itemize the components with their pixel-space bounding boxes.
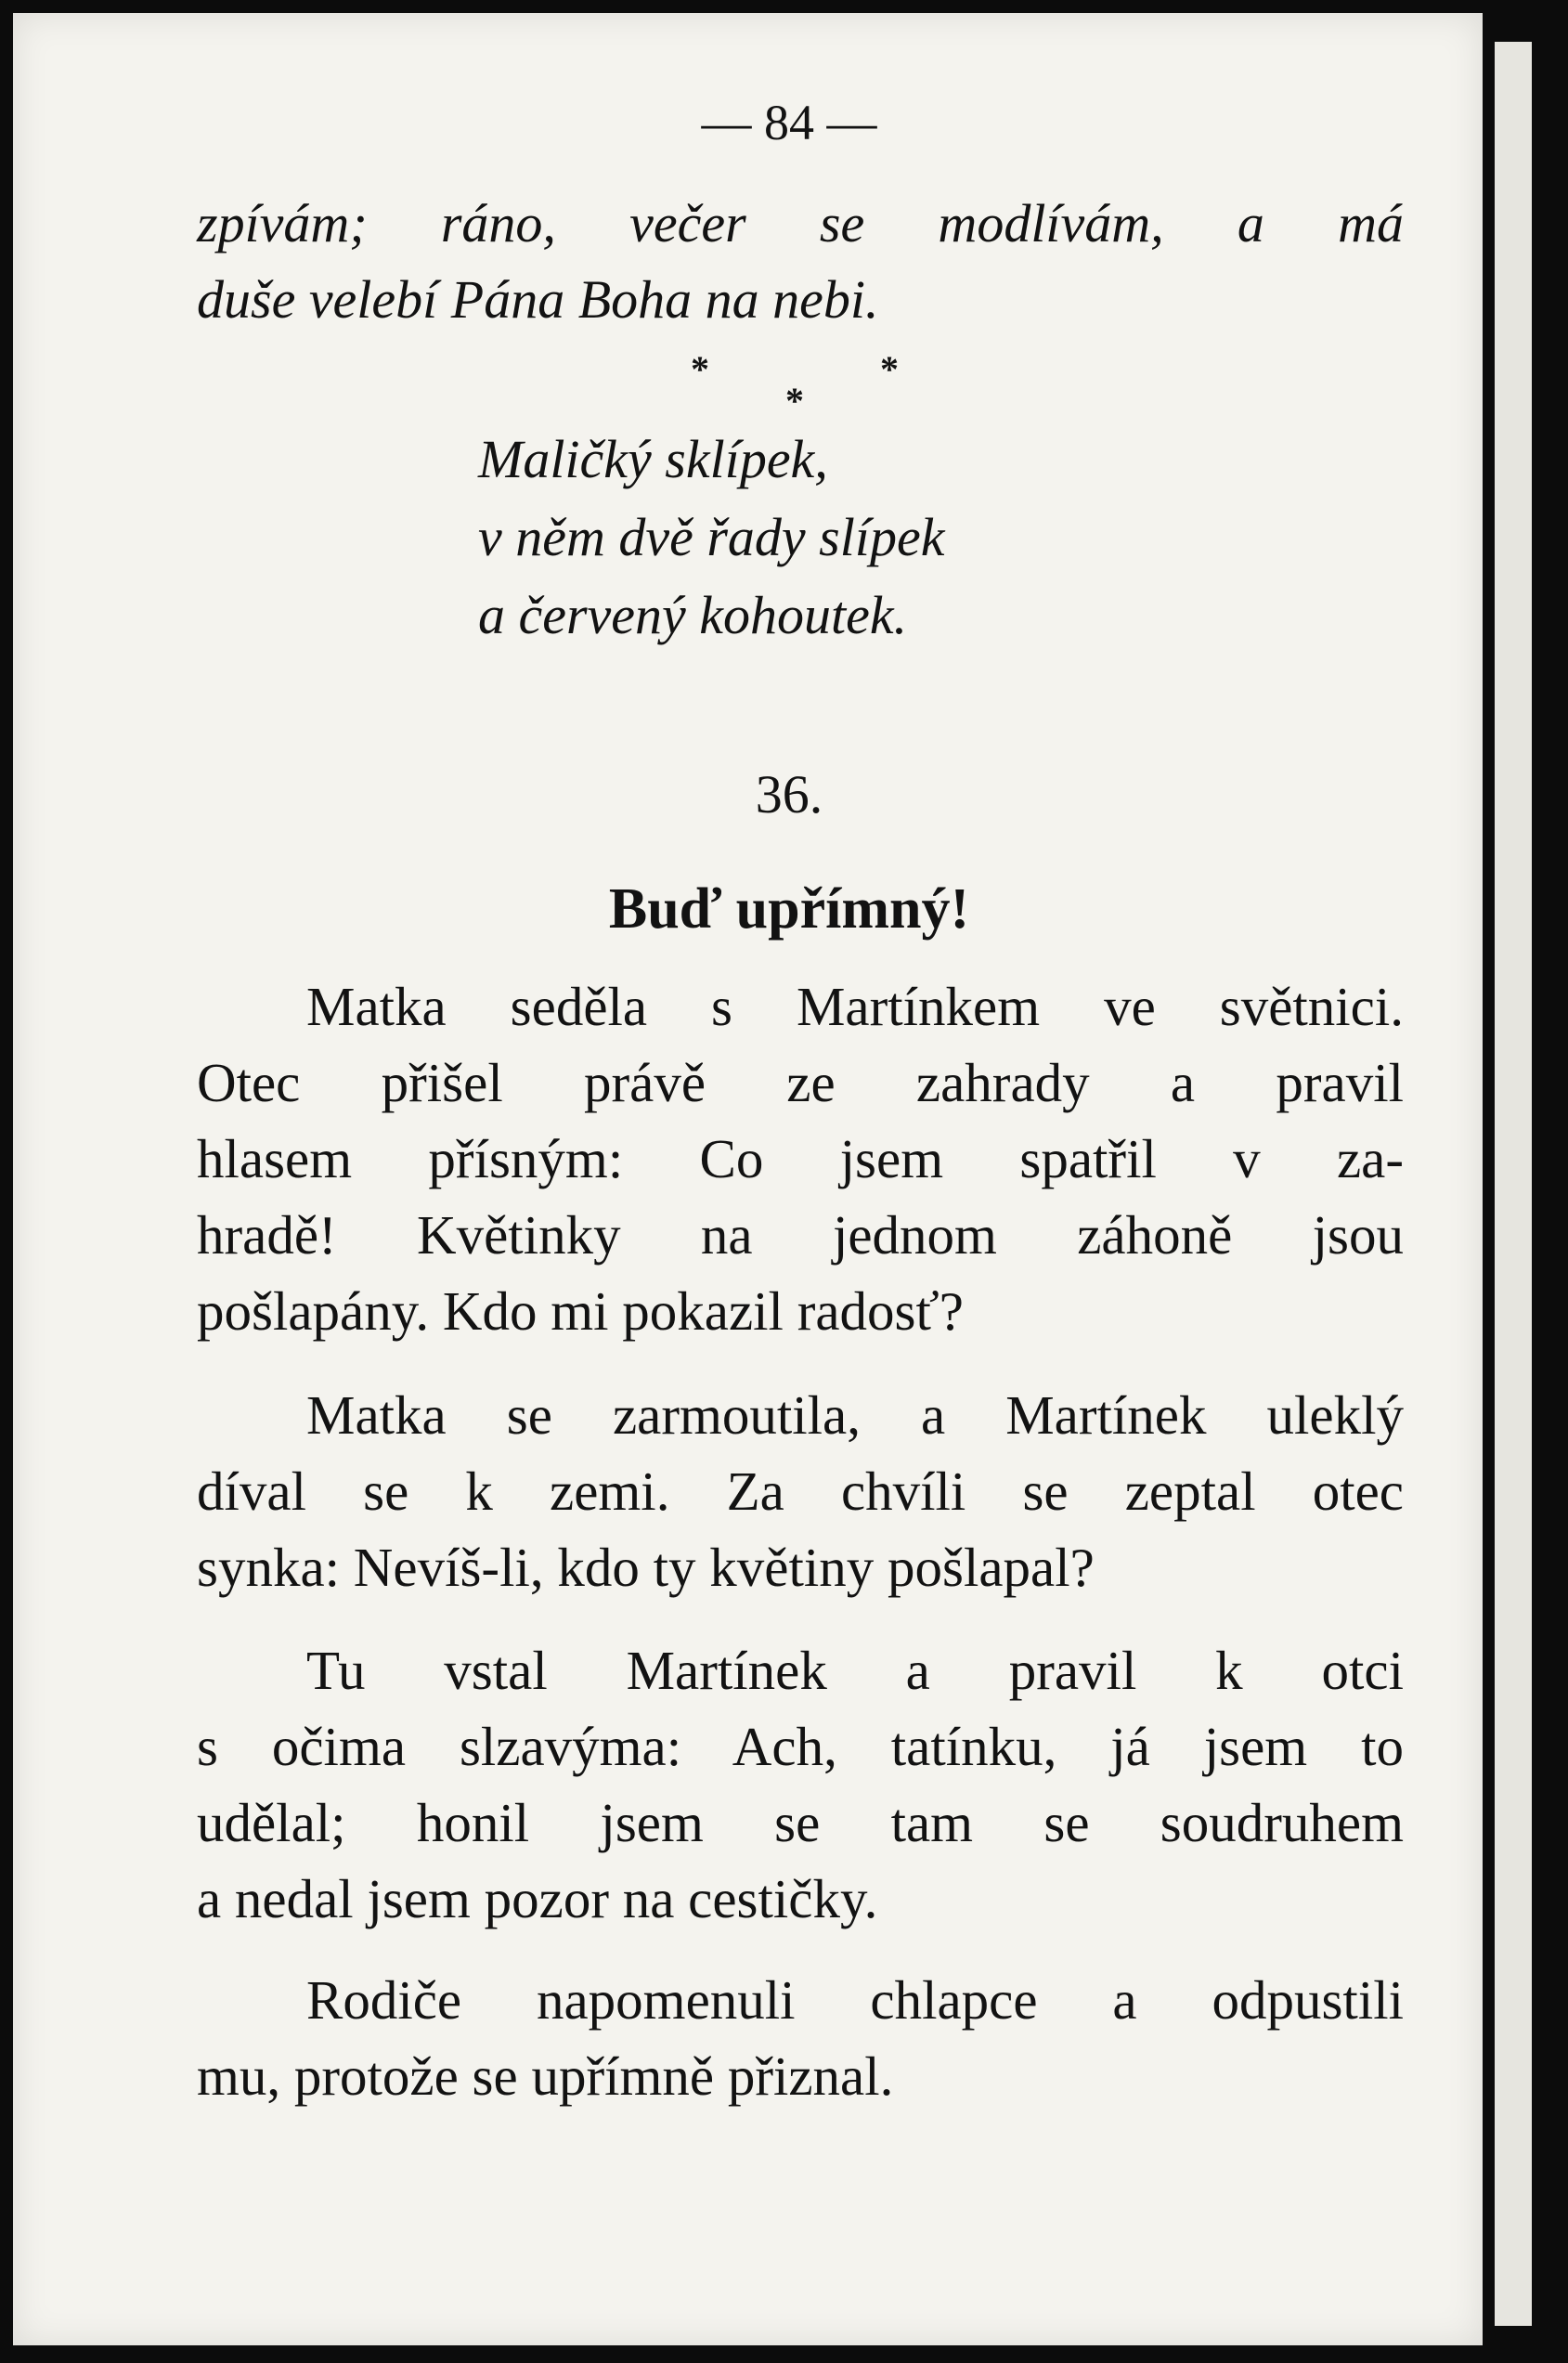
paragraph-line: mu, protože se upřímně přiznal. xyxy=(197,2045,894,2107)
paragraph-line: udělal; honil jsem se tam se soudruhem xyxy=(197,1792,1404,1853)
separator-star: * xyxy=(691,348,709,390)
page-number: — 84 — xyxy=(701,95,877,150)
section-number: 36. xyxy=(755,764,823,824)
riddle-line: v něm dvě řady slípek xyxy=(478,507,945,567)
separator-star: * xyxy=(785,380,804,422)
paragraph-line: hlasem přísným: Co jsem spatřil v za- xyxy=(197,1128,1404,1189)
paragraph-line: synka: Nevíš-li, kdo ty květiny pošlapal? xyxy=(197,1537,1095,1598)
riddle-line: a červený kohoutek. xyxy=(478,585,908,645)
paragraph-line: hradě! Květinky na jednom záhoně jsou xyxy=(197,1204,1404,1266)
paragraph-line: Matka seděla s Martínkem ve světnici. xyxy=(306,976,1404,1037)
paragraph-line: Otec přišel právě ze zahrady a pravil xyxy=(197,1052,1404,1113)
section-title: Buď upřímný! xyxy=(608,877,970,941)
adjacent-page-edge xyxy=(1495,42,1532,2326)
intro-line: duše velebí Pána Boha na nebi. xyxy=(197,269,879,330)
paragraph-line: pošlapány. Kdo mi pokazil radosť? xyxy=(197,1280,964,1342)
intro-line: zpívám; ráno, večer se modlívám, a má xyxy=(197,193,1404,253)
paragraph-line: díval se k zemi. Za chvíli se zeptal otec xyxy=(197,1461,1404,1522)
paragraph-line: s očima slzavýma: Ach, tatínku, já jsem to xyxy=(197,1716,1404,1777)
riddle-line: Maličký sklípek, xyxy=(478,429,828,489)
separator-star: * xyxy=(880,348,899,390)
paragraph-line: Tu vstal Martínek a pravil k otci xyxy=(306,1640,1404,1701)
paragraph-line: Rodiče napomenuli chlapce a odpustili xyxy=(306,1969,1404,2031)
paragraph-line: a nedal jsem pozor na cestičky. xyxy=(197,1868,878,1929)
paragraph-line: Matka se zarmoutila, a Martínek uleklý xyxy=(306,1384,1404,1446)
